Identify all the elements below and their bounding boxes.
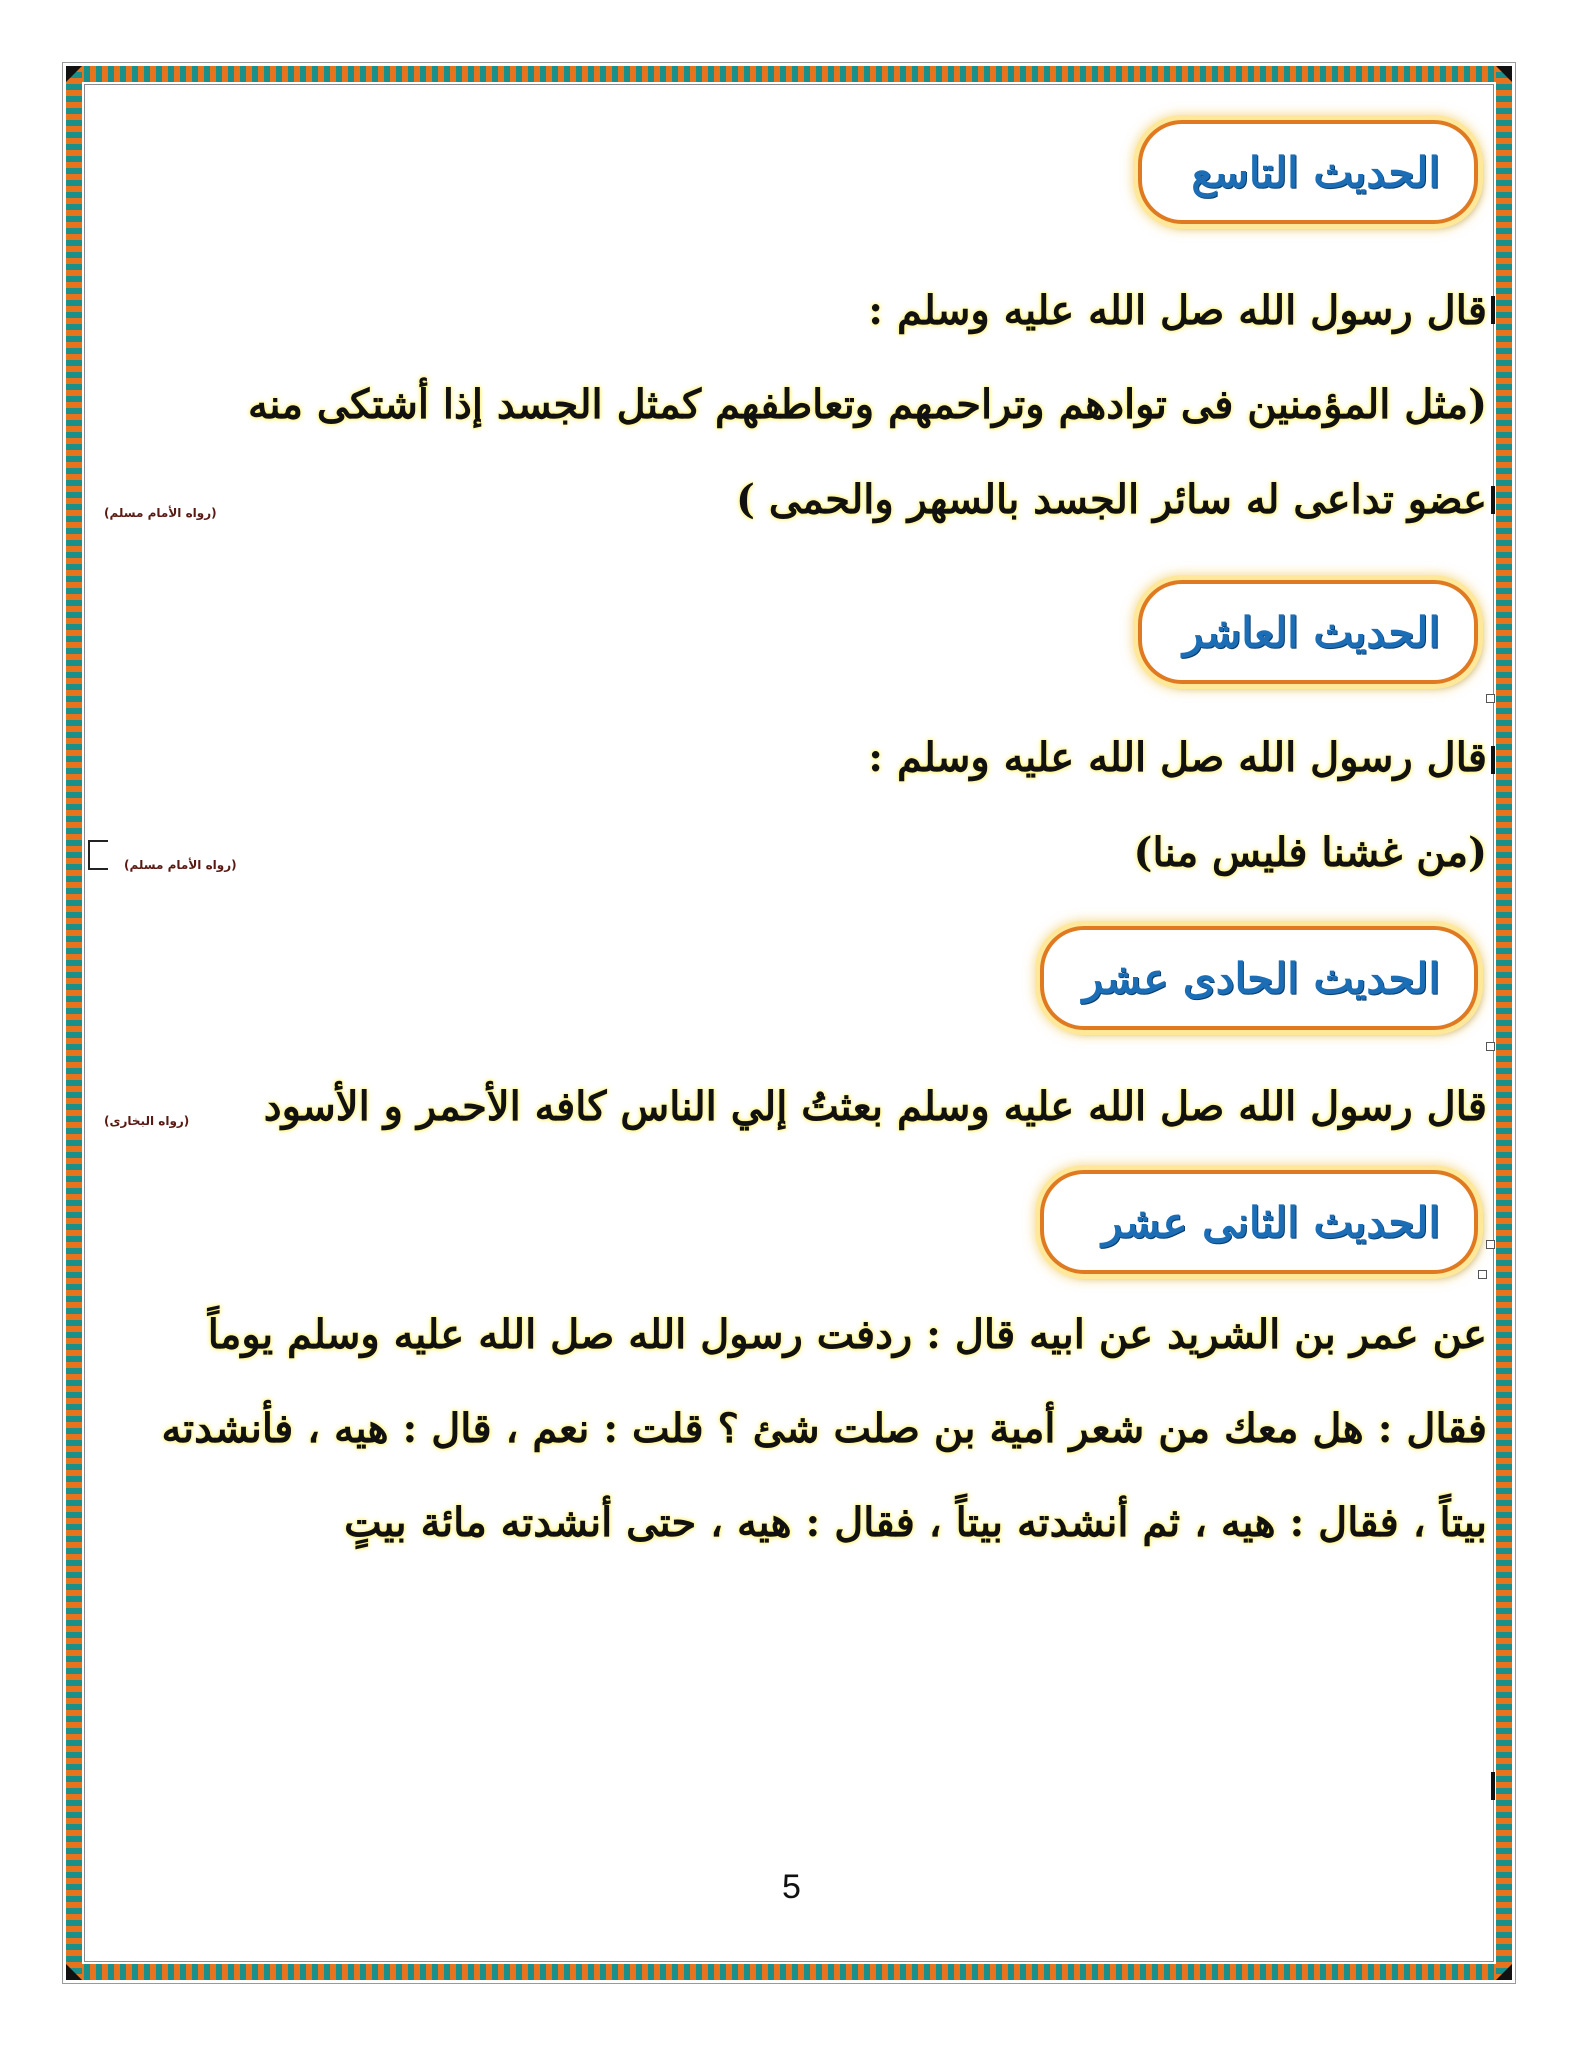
heading-hadith-12-box xyxy=(1040,1170,1478,1274)
anchor-handle xyxy=(1486,1042,1495,1051)
heading-hadith-10: الحديث العاشر xyxy=(1182,607,1440,657)
hadith-9-text-line-1: (مثل المؤمنين فى توادهم وتراحمهم وتعاطفهم كمثل الجسد إذا أشتكى منه xyxy=(247,381,1487,428)
heading-hadith-11-box xyxy=(1040,926,1478,1030)
text-marker xyxy=(1491,296,1495,324)
frame-left-band xyxy=(66,66,82,1980)
open-bracket-box xyxy=(88,840,108,870)
anchor-handle xyxy=(1486,1240,1495,1249)
hadith-9-citation: (رواه الأمام مسلم) xyxy=(104,506,217,520)
heading-hadith-10-box xyxy=(1138,580,1478,684)
frame-right-band xyxy=(1496,66,1512,1980)
frame-corner xyxy=(66,1964,82,1980)
frame-corner xyxy=(1496,66,1512,82)
hadith-11-citation: (رواه البخارى) xyxy=(104,1114,190,1128)
hadith-9-intro: قال رسول الله صل الله عليه وسلم : xyxy=(868,287,1487,334)
text-marker xyxy=(1491,486,1495,514)
hadith-10-text-line-1: (من غشنا فليس منا) xyxy=(1133,829,1487,876)
hadith-10-intro: قال رسول الله صل الله عليه وسلم : xyxy=(868,734,1487,781)
heading-hadith-11: الحديث الحادى عشر xyxy=(1082,953,1440,1003)
hadith-9-text-line-2: عضو تداعى له سائر الجسد بالسهر والحمى ) xyxy=(735,476,1487,523)
hadith-10-citation: (رواه الأمام مسلم) xyxy=(124,858,237,872)
text-marker xyxy=(1491,746,1495,774)
page-number: 5 xyxy=(782,1868,801,1906)
anchor-handle xyxy=(1486,694,1495,703)
anchor-handle xyxy=(1478,1270,1487,1279)
frame-bottom-band xyxy=(66,1964,1512,1980)
frame-corner xyxy=(66,66,82,82)
heading-hadith-12: الحديث الثانى عشر xyxy=(1101,1197,1440,1247)
frame-top-band xyxy=(66,66,1512,82)
hadith-12-text-line-3: بيتاً ، فقال : هيه ، ثم أنشدته بيتاً ، فقال : هيه ، حتى أنشدته مائة بيتٍ xyxy=(344,1499,1487,1546)
heading-hadith-9-box xyxy=(1138,120,1478,224)
hadith-11-text-line-1: قال رسول الله صل الله عليه وسلم بعثتُ إلي الناس كافه الأحمر و الأسود xyxy=(263,1083,1487,1130)
hadith-12-text-line-1: عن عمر بن الشريد عن ابيه قال : ردفت رسول الله صل الله عليه وسلم يوماً xyxy=(207,1311,1487,1358)
text-marker xyxy=(1491,1772,1495,1800)
frame-corner xyxy=(1496,1964,1512,1980)
hadith-12-text-line-2: فقال : هل معك من شعر أمية بن صلت شئ ؟ قلت : نعم ، قال : هيه ، فأنشدته xyxy=(161,1405,1487,1452)
heading-hadith-9: الحديث التاسع xyxy=(1191,147,1440,197)
